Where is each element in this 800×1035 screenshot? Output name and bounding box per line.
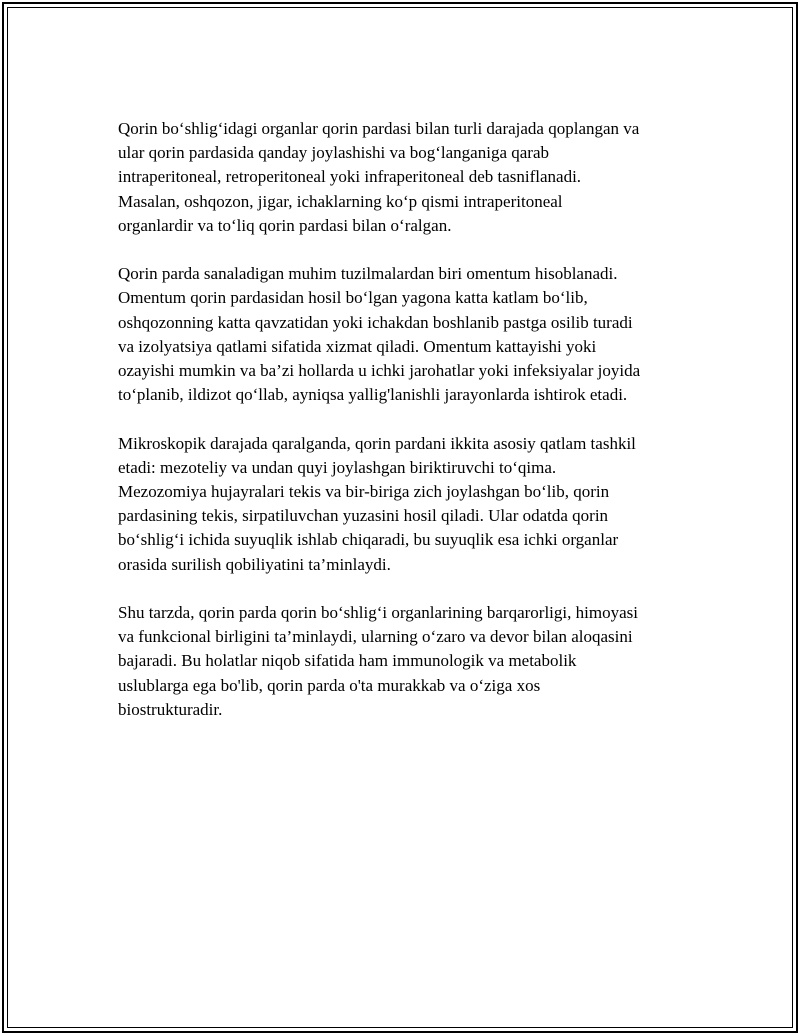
text-line: intraperitoneal, retroperitoneal yoki infraperitoneal deb tasniflanadi. <box>118 167 582 187</box>
text-line: etadi: mezoteliy va undan quyi joylashgan biriktiruvchi to‘qima. <box>118 457 557 477</box>
text-line: pardasining tekis, sirpatiluvchan yuzasini hosil qiladi. Ular odatda qorin <box>118 506 609 526</box>
text-line: Qorin parda sanaladigan muhim tuzilmalardan biri omentum hisoblanadi. <box>118 264 618 284</box>
paragraph-4 <box>118 601 698 722</box>
text-line: Qorin bo‘shlig‘idagi organlar qorin pardasi bilan turli darajada qoplangan va <box>118 119 640 138</box>
text-line: to‘planib, ildizot qo‘llab, ayniqsa yallig'lanishli jarayonlarda ishtirok etadi. <box>118 385 628 405</box>
text-line: Mikroskopik darajada qaralganda, qorin pardani ikkita asosiy qatlam tashkil <box>118 433 636 453</box>
text-line: bo‘shlig‘i ichida suyuqlik ishlab chiqaradi, bu suyuqlik esa ichki organlar <box>118 530 619 550</box>
text-line: Mezozomiya hujayralari tekis va bir-biriga zich joylashgan bo‘lib, qorin <box>118 482 610 502</box>
paragraph-2 <box>118 262 698 407</box>
text-line: Shu tarzda, qorin parda qorin bo‘shlig‘i organlarining barqarorligi, himoyasi <box>118 603 638 623</box>
text-line: bajaradi. Bu holatlar niqob sifatida ham immunologik va metabolik <box>118 651 577 671</box>
text-line: ular qorin pardasida qanday joylashishi va bog‘langaniga qarab <box>118 143 550 163</box>
document-body <box>118 117 698 746</box>
text-line: Omentum qorin pardasidan hosil bo‘lgan yagona katta katlam bo‘lib, <box>118 288 588 308</box>
text-line: va funkcional birligini ta’minlaydi, ularning o‘zaro va devor bilan aloqasini <box>118 627 633 647</box>
text-line: Masalan, oshqozon, jigar, ichaklarning ko‘p qismi intraperitoneal <box>118 191 563 211</box>
text-line: oshqozonning katta qavzatidan yoki ichakdan boshlanib pastga osilib turadi <box>118 312 633 332</box>
text-line: uslublarga ega bo'lib, qorin parda o'ta murakkab va o‘ziga xos <box>118 675 541 695</box>
text-line: organlardir va to‘liq qorin pardasi bilan o‘ralgan. <box>118 215 452 235</box>
text-line: ozayishi mumkin va ba’zi hollarda u ichki jarohatlar yoki infeksiyalar joyida <box>118 361 641 381</box>
text-line: va izolyatsiya qatlami sifatida xizmat qiladi. Omentum kattayishi yoki <box>118 336 597 356</box>
text-line: orasida surilish qobiliyatini ta’minlaydi. <box>118 554 391 574</box>
paragraph-3 <box>118 432 698 577</box>
text-line: biostrukturadir. <box>118 699 223 719</box>
paragraph-1 <box>118 117 698 238</box>
